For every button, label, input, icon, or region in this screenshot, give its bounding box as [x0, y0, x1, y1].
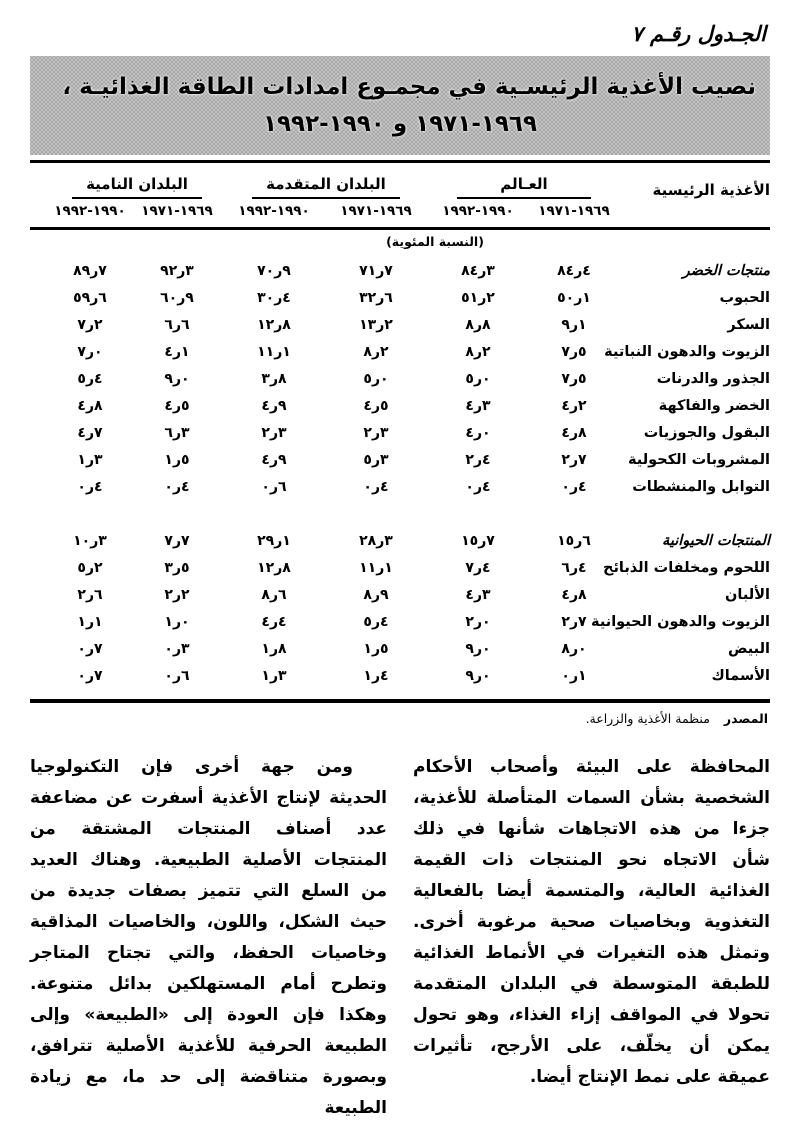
value-cell: ٤ر٩: [261, 451, 287, 468]
value-cell: ٠ر٦: [261, 478, 287, 495]
value-cell: ٧ر٥: [561, 370, 587, 387]
value-cell: ٨٤ر٣: [461, 262, 495, 279]
row-label: البيض: [727, 640, 770, 657]
value-cell: ٥١ر٢: [461, 289, 495, 306]
value-cell: ٨ر٦: [261, 586, 287, 603]
value-cell: ٠ر٣: [164, 640, 190, 657]
column-header-foods: الأغذية الرئيسية: [652, 181, 770, 199]
value-cell: ٩ر٠: [465, 667, 491, 684]
value-cell: ٢٩ر١: [257, 532, 291, 549]
value-cell: ٥٠ر١: [557, 289, 591, 306]
row-label: الخضر والفاكهة: [658, 397, 770, 414]
year-header-world-1: ١٩٦٩-١٩٧١: [538, 203, 610, 219]
row-label: اللحوم ومخلفات الذبائح: [603, 559, 770, 576]
table-row: [30, 446, 770, 473]
group-header-world: [428, 171, 620, 199]
year-header-developing-1: ١٩٦٩-١٩٧١: [141, 203, 213, 219]
body-columns: [30, 752, 770, 1124]
group-header-developing: [50, 171, 224, 199]
row-label: الجذور والدرنات: [656, 370, 770, 387]
year-header-developed-2: ١٩٩٠-١٩٩٢: [238, 203, 310, 219]
value-cell: ١ر٥: [363, 640, 389, 657]
row-label: التوابل والمنشطات: [632, 478, 770, 495]
row-label: المشروبات الكحولية: [628, 451, 770, 468]
value-cell: ١١ر١: [257, 343, 291, 360]
value-cell: ١ر١: [77, 613, 103, 630]
table-row: [30, 608, 770, 635]
value-cell: ٣ر٨: [261, 370, 287, 387]
value-cell: ٥ر٤: [363, 613, 389, 630]
banner-title-line1: نصيب الأغذية الرئيسـية في مجمـوع امدادات الطاقة الغذائيـة ،: [62, 74, 756, 100]
value-cell: ٧ر٢: [77, 316, 103, 333]
value-cell: ١١ر١: [359, 559, 393, 576]
row-label: الأسماك: [711, 667, 770, 684]
row-label: الزيوت والدهون النباتية: [604, 343, 770, 360]
value-cell: ٨ر٢: [465, 343, 491, 360]
group-header-developed: [224, 171, 428, 199]
value-cell: ٩ر٠: [465, 640, 491, 657]
banner-title-line2: ١٩٦٩-١٩٧١ و ١٩٩٠-١٩٩٢: [262, 111, 538, 137]
value-cell: ٠ر٤: [465, 478, 491, 495]
value-cell: ٥٩ر٦: [73, 289, 107, 306]
value-cell: ٢ر٧: [561, 613, 587, 630]
table-row: [30, 662, 770, 689]
table-row: [30, 635, 770, 662]
value-cell: ٠ر٧: [77, 640, 103, 657]
body-column-left: ومن جهة أخرى فإن التكنولوجيا الحديثة لإنتاج الأغذية أسفرت عن مضاعفة عدد أصناف المنتجات المشتقة من المنتجات الأصلية الطبيعية. وهناك العديد من السلع التي تتميز بصفات جديدة من حيث الشكل، واللون، والخاصيات المذاقية وخاصيات الحفظ، والتي تجتاح المتاجر وتطرح أمام المستهلكين بدائل متنوعة. وهكذا فإن العودة إلى «الطبيعة» وإلى الطبيعة الحرفية للأغذية الأصلية تترافق، وبصورة متناقضة إلى حد ما، مع زيادة الطبيعة: [30, 757, 387, 1118]
source-label: المصدر: [723, 711, 768, 726]
table-row: [30, 257, 770, 284]
row-label: الألبان: [725, 586, 770, 603]
value-cell: ٤ر٨: [77, 397, 103, 414]
value-cell: ٥ر٠: [465, 370, 491, 387]
value-cell: ١٢ر٨: [257, 559, 291, 576]
value-cell: ١ر٨: [261, 640, 287, 657]
year-header-developing-2: ١٩٩٠-١٩٩٢: [54, 203, 126, 219]
value-cell: ٤ر٨: [561, 424, 587, 441]
value-cell: ١ر٥: [164, 451, 190, 468]
table-row: [30, 284, 770, 311]
value-cell: ٣٢ر٦: [359, 289, 393, 306]
table-row: [30, 419, 770, 446]
value-cell: ١٥ر٧: [461, 532, 495, 549]
value-cell: ٨٩ر٧: [73, 262, 107, 279]
units-note: (النسبة المئوية): [386, 234, 484, 249]
table-header-years: [30, 203, 770, 219]
value-cell: ٨ر٨: [465, 316, 491, 333]
year-header-developed-1: ١٩٦٩-١٩٧١: [340, 203, 412, 219]
value-cell: ٩ر١: [561, 316, 587, 333]
value-cell: ٨٤ر٤: [557, 262, 591, 279]
value-cell: ٤ر٣: [465, 397, 491, 414]
table-row: [30, 473, 770, 500]
value-cell: ٨ر٩: [363, 586, 389, 603]
value-cell: ٤ر٥: [363, 397, 389, 414]
value-cell: ٣٠ر٤: [257, 289, 291, 306]
value-cell: ٤ر٧: [77, 424, 103, 441]
value-cell: ٤ر٠: [465, 424, 491, 441]
value-cell: ٥ر٢: [77, 559, 103, 576]
value-cell: ٦٠ر٩: [160, 289, 194, 306]
value-cell: ٤ر٢: [561, 397, 587, 414]
value-cell: ٤ر٨: [561, 586, 587, 603]
value-cell: ٠ر٦: [164, 667, 190, 684]
year-header-world-2: ١٩٩٠-١٩٩٢: [442, 203, 514, 219]
group-header-developing-label: البلدان النامية: [72, 175, 202, 199]
value-cell: ٩٢ر٣: [160, 262, 194, 279]
value-cell: ٥ر٠: [363, 370, 389, 387]
page-title: الجـدول رقـم ٧: [631, 22, 766, 46]
row-label: البقول والجوزيات: [643, 424, 770, 441]
value-cell: ٤ر٣: [465, 586, 491, 603]
table-row: [30, 311, 770, 338]
value-cell: ٢ر٦: [77, 586, 103, 603]
value-cell: ٢ر٠: [465, 613, 491, 630]
value-cell: ٠ر٤: [164, 478, 190, 495]
value-cell: ٨ر٠: [561, 640, 587, 657]
value-cell: ٢ر٤: [465, 451, 491, 468]
value-cell: ٤ر٥: [164, 397, 190, 414]
body-column-right: المحافظة على البيئة وأصحاب الأحكام الشخصية بشأن السمات المتأصلة للأغذية، جزءا من هذه الاتجاهات شأنها في ذلك شأن الاتجاه نحو المنتجات ذات القيمة الغذائية العالية، والمتسمة أيضا بالفعالية التغذوية وبخاصيات صحية مرغوبة أخرى. وتمثل هذه التغيرات في الأنماط الغذائية للطبقة المتوسطة في البلدان المتقدمة تحولا في المواقف إزاء الغذاء، وهو تحول يمكن أن يخلّف، على الأرجح، تأثيرات عميقة على نمط الإنتاج أيضا.: [413, 757, 770, 1087]
value-cell: ٠ر٤: [363, 478, 389, 495]
table-header-groups: [30, 171, 770, 199]
value-cell: ٧ر٤: [465, 559, 491, 576]
value-cell: ١ر٤: [363, 667, 389, 684]
value-cell: ٢ر٢: [164, 586, 190, 603]
value-cell: ٦ر٤: [561, 559, 587, 576]
value-cell: ١ر٣: [261, 667, 287, 684]
value-cell: ٢ر٧: [561, 451, 587, 468]
source-line: [30, 703, 770, 726]
value-cell: ٢٨ر٣: [359, 532, 393, 549]
value-cell: ١٣ر٢: [359, 316, 393, 333]
value-cell: ٧ر٠: [77, 343, 103, 360]
table-row: [30, 554, 770, 581]
rule-header-bottom: [30, 227, 770, 230]
value-cell: ١ر٣: [77, 451, 103, 468]
value-cell: ٥ر٤: [77, 370, 103, 387]
value-cell: ٤ر٩: [261, 397, 287, 414]
value-cell: ٣ر٥: [164, 559, 190, 576]
table-title-banner: [30, 56, 770, 155]
value-cell: ٠ر٤: [77, 478, 103, 495]
row-label: الحبوب: [719, 289, 770, 306]
row-label: الزيوت والدهون الحيوانية: [591, 613, 770, 630]
group-header-developed-label: البلدان المتقدمة: [252, 175, 400, 199]
table-row: [30, 392, 770, 419]
row-label: منتجات الخضر: [682, 262, 770, 279]
value-cell: ٢ر٣: [261, 424, 287, 441]
value-cell: ١٠ر٣: [73, 532, 107, 549]
value-cell: ٦ر٦: [164, 316, 190, 333]
value-cell: ٥ر٣: [363, 451, 389, 468]
table-row: [30, 338, 770, 365]
value-cell: ٧١ر٧: [359, 262, 393, 279]
spacer-cell: [620, 203, 770, 219]
value-cell: ٤ر٤: [261, 613, 287, 630]
row-label: السكر: [727, 316, 770, 333]
row-label: المنتجات الحيوانية: [662, 532, 770, 549]
value-cell: ٦ر٣: [164, 424, 190, 441]
table-body: [30, 257, 770, 689]
value-cell: ١ر٠: [164, 613, 190, 630]
value-cell: ٩ر٠: [164, 370, 190, 387]
value-cell: ١٢ر٨: [257, 316, 291, 333]
value-cell: ٤ر١: [164, 343, 190, 360]
value-cell: ٧٠ر٩: [257, 262, 291, 279]
value-cell: ٨ر٢: [363, 343, 389, 360]
table-row: [30, 527, 770, 554]
value-cell: ٠ر٧: [77, 667, 103, 684]
table-row: [30, 365, 770, 392]
value-cell: ٠ر١: [561, 667, 587, 684]
value-cell: ٢ر٣: [363, 424, 389, 441]
group-header-world-label: العـالم: [457, 175, 591, 199]
rule-top: [30, 160, 770, 163]
value-cell: ١٥ر٦: [557, 532, 591, 549]
source-text: منظمة الأغذية والزراعة.: [585, 711, 710, 726]
table-row: [30, 581, 770, 608]
value-cell: ٧ر٧: [164, 532, 190, 549]
value-cell: ٠ر٤: [561, 478, 587, 495]
value-cell: ٧ر٥: [561, 343, 587, 360]
